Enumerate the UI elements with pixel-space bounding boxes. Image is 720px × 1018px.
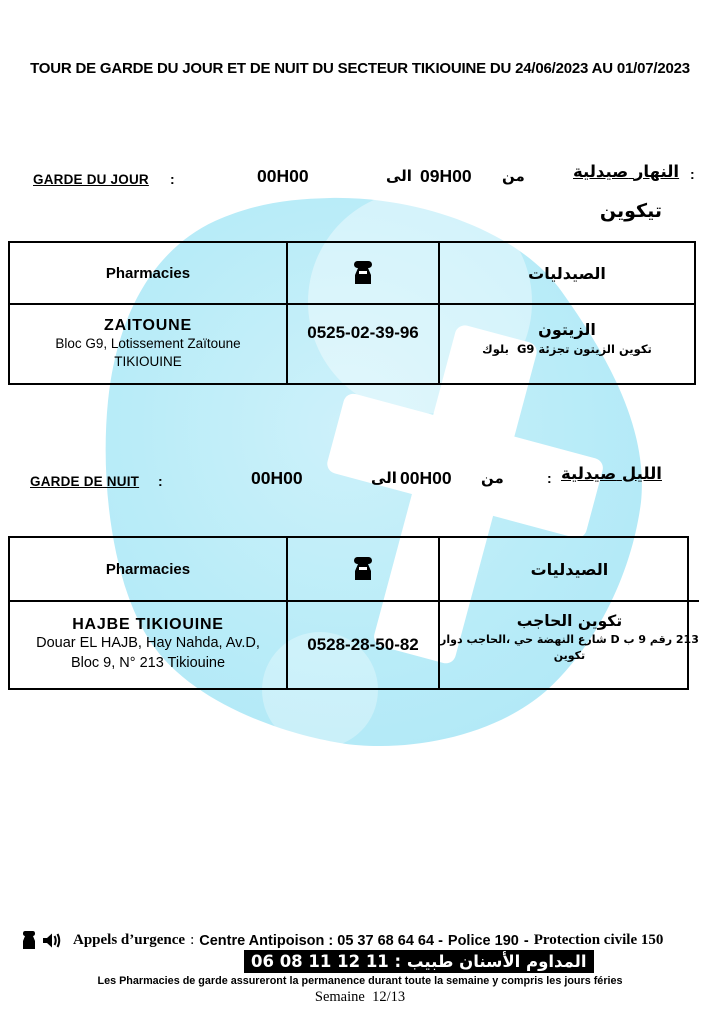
day-pharmacy-name-ar: الزيتون xyxy=(538,319,596,339)
emergency-colon: : xyxy=(190,932,195,948)
night-table-header-arabic xyxy=(438,538,699,600)
garde-jour-label-ar: صيدلية‎ النهار xyxy=(573,162,680,181)
day-table-header-arabic xyxy=(438,243,694,303)
day-pharmacy-address-1: Bloc G9, Lotissement Zaïtoune xyxy=(55,336,241,352)
garde-jour-time-start: 09H00 xyxy=(420,166,472,186)
garde-nuit-colon: : xyxy=(158,473,163,489)
header-pharmacies-label: Pharmacies xyxy=(105,560,191,578)
day-pharmacy-phone: 0525-02-39-96 xyxy=(307,323,419,342)
garde-nuit-colon-2: : xyxy=(547,470,552,486)
header-arabic-label: الصيدليات xyxy=(528,263,606,283)
telephone-icon xyxy=(352,260,374,286)
header-pharmacies-label: Pharmacies xyxy=(105,264,191,282)
garde-jour-colon: : xyxy=(170,171,175,187)
night-pharmacy-name-ar: الحاجب‎ تكوين xyxy=(516,612,623,631)
night-table-header-pharmacies xyxy=(10,538,286,600)
garde-nuit-label: GARDE DE NUIT xyxy=(30,474,140,489)
garde-jour-time-end: 00H00 xyxy=(257,166,309,186)
night-row-pharmacy-ar xyxy=(438,600,699,688)
day-pharmacy-address-ar: بلوك‎ G9 تجزئة‎ الزيتون‎ تكوين xyxy=(482,341,652,356)
day-row-pharmacy-ar xyxy=(438,303,694,383)
speaker-icon xyxy=(42,932,62,949)
emergency-antipoison: Centre Antipoison : 05 37 68 64 64 - xyxy=(199,932,443,949)
day-pharmacy-name: ZAITOUNE xyxy=(104,317,192,335)
night-pharmacy-phone: 0528-28-50-82 xyxy=(307,635,419,654)
day-row-phone-cell xyxy=(286,303,438,383)
day-table-header-pharmacies xyxy=(10,243,286,303)
day-pharmacy-table xyxy=(8,241,696,385)
garde-nuit-label-ar: صيدلية‎ الليل xyxy=(561,464,662,483)
garde-jour-label-ar-colon: : xyxy=(690,166,695,182)
emergency-prefix: Appels d’urgence xyxy=(73,932,186,948)
garde-jour-city-ar: تيكوين xyxy=(599,200,662,222)
night-pharmacy-address-ar-1: دوار‎ الحاجب،‎ حي‎ النهضة‎ شارع‎ D ب‎ 9 رقم‎ 213 xyxy=(440,632,699,646)
page-title: TOUR DE GARDE DU JOUR ET DE NUIT DU SECTEUR TIKIOUINE DU 24/06/2023 AU 01/07/2023 xyxy=(30,60,690,77)
emergency-protection-civile: Protection civile 150 xyxy=(533,932,664,948)
day-row-pharmacy-fr xyxy=(10,303,286,383)
week-number: Semaine 12/13 xyxy=(314,989,406,1005)
garde-jour-label: GARDE DU JOUR xyxy=(33,172,149,187)
night-table-header-phone xyxy=(286,538,438,600)
dentist-on-duty-bar: 06 08 11 12 11 : طبيب‎ الأسنان‎ المداوم xyxy=(244,950,594,973)
emergency-line xyxy=(20,931,710,950)
permanence-note: Les Pharmacies de garde assureront la permanence durant toute la semaine y compris les jours féries xyxy=(97,975,623,987)
garde-jour-word-to: الى xyxy=(386,167,412,185)
header-arabic-label: الصيدليات xyxy=(530,559,609,579)
garde-jour-word-from: من xyxy=(502,167,525,185)
night-pharmacy-address-ar-2: تكوين xyxy=(553,649,586,663)
telephone-icon xyxy=(20,931,37,950)
night-row-phone-cell xyxy=(286,600,438,688)
night-pharmacy-table xyxy=(8,536,699,690)
emergency-dash: - xyxy=(523,932,529,949)
emergency-police: Police 190 xyxy=(447,932,519,949)
night-pharmacy-address-1: Douar EL HAJB, Hay Nahda, Av.D, xyxy=(36,635,260,652)
telephone-icon xyxy=(352,556,374,582)
night-pharmacy-name: HAJBE TIKIOUINE xyxy=(72,616,224,634)
garde-nuit-word-to: الى xyxy=(371,469,397,487)
day-table-header-phone xyxy=(286,243,438,303)
night-pharmacy-address-2: Bloc 9, N° 213 Tikiouine xyxy=(70,655,226,671)
night-row-pharmacy-fr xyxy=(10,600,286,688)
garde-nuit-word-from: من xyxy=(481,469,504,487)
garde-nuit-time-start: 00H00 xyxy=(400,468,452,488)
garde-nuit-time-end: 00H00 xyxy=(251,468,303,488)
day-pharmacy-address-2: TIKIOUINE xyxy=(114,354,182,369)
